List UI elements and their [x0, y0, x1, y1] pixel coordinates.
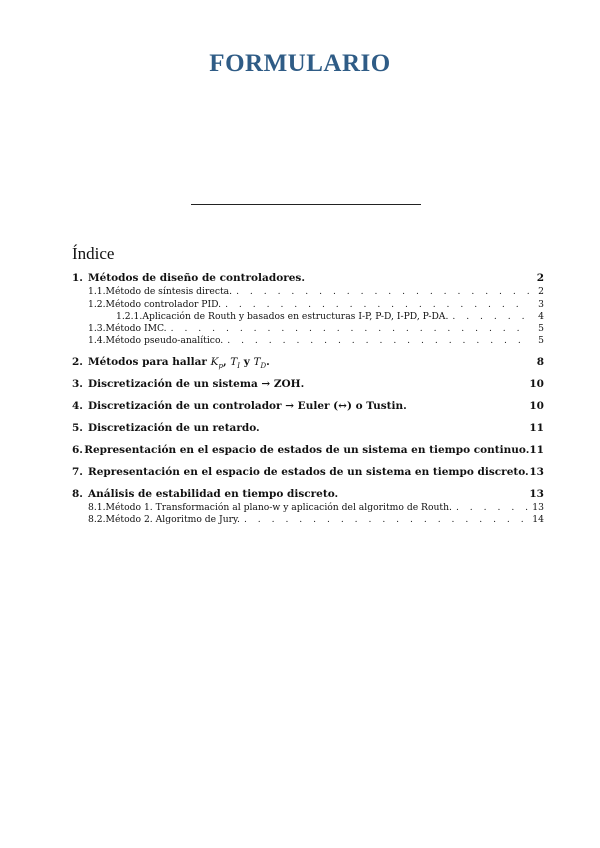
toc-number: 1.4.	[88, 335, 106, 346]
toc-number: 5.	[72, 422, 83, 434]
toc-leader-dots	[171, 323, 530, 334]
td-symbol: $T_D$	[253, 356, 267, 371]
toc-page: 2	[536, 272, 544, 284]
toc-label: Métodos de diseño de controladores.	[88, 272, 305, 284]
toc-entry-1-4[interactable]	[72, 335, 544, 347]
toc-number: 8.1.	[88, 502, 106, 513]
toc-entry-1-1[interactable]	[72, 286, 544, 298]
toc-label: Métodos para hallar $K_p$, $T_I$ y $T_D$.	[88, 356, 270, 371]
toc-label: Representación en el espacio de estados de un sistema en tiempo discreto.	[88, 466, 529, 478]
toc-label: Discretización de un controlador → Euler (↔) o Tustin.	[88, 400, 407, 412]
toc-entry-4[interactable]	[72, 400, 544, 414]
toc-page: 11	[529, 444, 544, 456]
toc-page: 3	[538, 299, 544, 310]
toc-page: 10	[529, 378, 544, 390]
toc-label: Análisis de estabilidad en tiempo discreto.	[88, 488, 339, 500]
toc-number: 1.3.	[88, 323, 106, 334]
toc-page: 8	[536, 356, 544, 368]
toc-page: 2	[538, 286, 544, 297]
toc-label: Discretización de un sistema → ZOH.	[88, 378, 305, 390]
toc-leader-dots	[225, 299, 530, 310]
toc-entry-2[interactable]	[72, 356, 544, 370]
toc-leader-dots	[456, 502, 528, 513]
toc-entry-5[interactable]	[72, 422, 544, 436]
toc-label: Discretización de un retardo.	[88, 422, 260, 434]
toc-page: 14	[532, 514, 544, 525]
toc-entry-8-1[interactable]	[72, 502, 544, 514]
toc-number: 6.	[72, 444, 83, 456]
toc-number: 1.	[72, 272, 83, 284]
toc-label: Aplicación de Routh y basados en estructuras I-P, P-D, I-PD, P-DA.	[142, 311, 449, 322]
toc-number: 3.	[72, 378, 83, 390]
toc-leader-dots	[452, 311, 530, 322]
toc-page: 13	[529, 488, 544, 500]
toc-page: 11	[529, 422, 544, 434]
toc-number: 2.	[72, 356, 83, 368]
toc-leader-dots	[236, 286, 530, 297]
toc-label: Método 2. Algoritmo de Jury.	[105, 514, 240, 525]
toc-label: Representación en el espacio de estados de un sistema en tiempo continuo.	[84, 444, 530, 456]
toc-entry-1-2-1[interactable]	[72, 311, 544, 323]
toc-number: 1.2.1.	[116, 311, 143, 322]
toc-page: 4	[538, 311, 544, 322]
toc-entry-1-3[interactable]	[72, 323, 544, 335]
toc-page: 10	[529, 400, 544, 412]
toc-entry-1-2[interactable]	[72, 299, 544, 311]
toc-leader-dots	[227, 335, 530, 346]
toc-number: 1.1.	[88, 286, 106, 297]
toc-page: 13	[532, 502, 544, 513]
toc-page: 5	[538, 335, 544, 346]
toc-label: Método pseudo-analítico.	[105, 335, 224, 346]
ti-symbol: $T_I$	[230, 356, 241, 371]
toc-entry-8-2[interactable]	[72, 514, 544, 526]
toc-entry-8[interactable]	[72, 488, 544, 502]
document-title: FORMULARIO	[209, 50, 391, 77]
toc-heading: Índice	[72, 244, 115, 263]
toc-entry-1[interactable]	[72, 272, 544, 286]
toc-label: Método 1. Transformación al plano-w y aplicación del algoritmo de Routh.	[105, 502, 452, 513]
toc-number: 7.	[72, 466, 83, 478]
toc-label: Método controlador PID.	[105, 299, 222, 310]
toc-label: Método IMC.	[105, 323, 167, 334]
toc-entry-3[interactable]	[72, 378, 544, 392]
toc-entry-7[interactable]	[72, 466, 544, 480]
toc-number: 1.2.	[88, 299, 106, 310]
toc-page: 5	[538, 323, 544, 334]
kp-symbol: $K_p$	[210, 356, 223, 371]
toc-number: 8.2.	[88, 514, 106, 525]
title-divider	[191, 204, 421, 205]
toc-page: 13	[529, 466, 544, 478]
toc-leader-dots	[244, 514, 528, 525]
toc-label: Método de síntesis directa.	[105, 286, 233, 297]
toc-number: 8.	[72, 488, 83, 500]
toc-entry-6[interactable]	[72, 444, 544, 458]
toc-number: 4.	[72, 400, 83, 412]
